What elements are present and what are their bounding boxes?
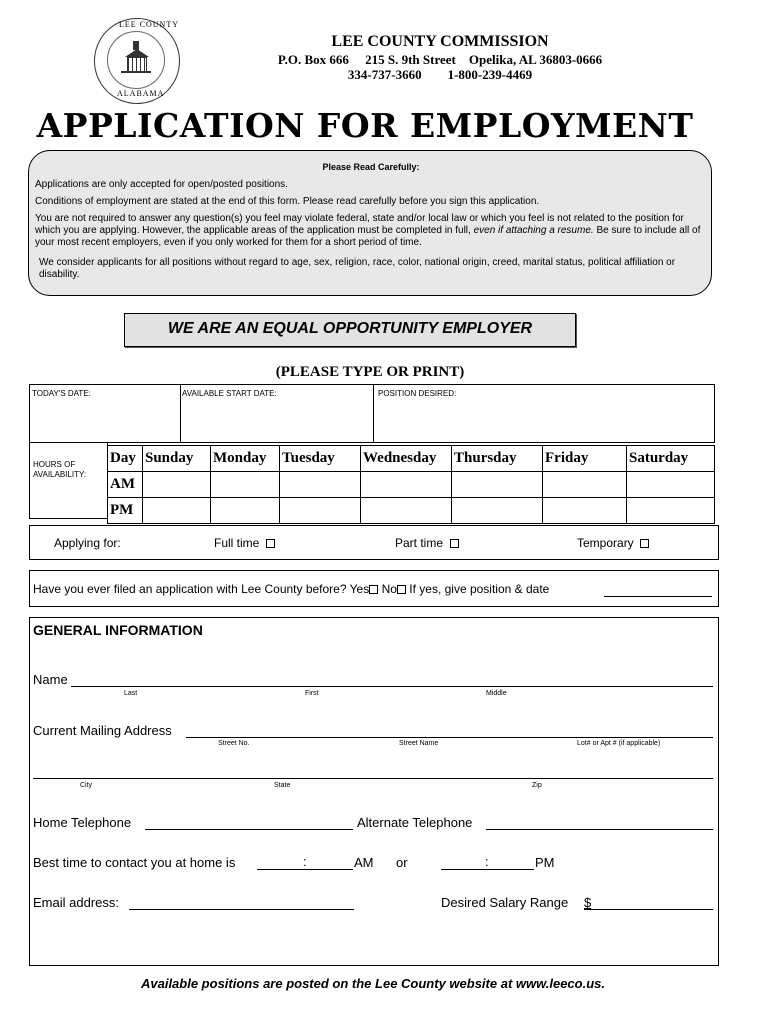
general-info-title: GENERAL INFORMATION (33, 622, 203, 638)
hours-col-wednesday: Wednesday (361, 446, 452, 472)
am-wednesday-cell[interactable] (361, 472, 452, 498)
am-thursday-cell[interactable] (452, 472, 543, 498)
hours-col-monday: Monday (211, 446, 280, 472)
county-seal-logo (94, 18, 180, 104)
pm-label: PM (108, 498, 143, 524)
notice-p3: You are not required to answer any question(s) you feel may violate federal, state and/or local law or which you feel is not related to the position for which you are applying. However, the applicable areas of the application must be completed in full, even if attaching a resume. Be sure to include all of your most recent employers, even if you only worked for them for a short period of time. (35, 213, 701, 248)
start-date-field[interactable]: AVAILABLE START DATE: (182, 389, 277, 398)
hours-pm-row (108, 498, 715, 524)
am-saturday-cell[interactable] (627, 472, 715, 498)
notice-heading: Please Read Carefully: (322, 162, 420, 172)
full-time-checkbox[interactable] (266, 539, 275, 548)
hours-col-saturday: Saturday (627, 446, 715, 472)
pm-monday-cell[interactable] (211, 498, 280, 524)
notice-box (28, 150, 712, 296)
pm-saturday-cell[interactable] (627, 498, 715, 524)
alt-tel-input[interactable] (486, 829, 713, 830)
best-time-pm-input[interactable] (441, 869, 534, 870)
prior-yes-checkbox[interactable] (369, 585, 378, 594)
prior-question: Have you ever filed an application with Lee County before? (33, 582, 347, 596)
part-time-checkbox[interactable] (450, 539, 459, 548)
pm-friday-cell[interactable] (543, 498, 627, 524)
part-time-option[interactable]: Part time (395, 536, 459, 550)
prior-no-checkbox[interactable] (397, 585, 406, 594)
hours-col-thursday: Thursday (452, 446, 543, 472)
zip-label: Zip (532, 782, 542, 789)
am-colon: : (303, 854, 307, 869)
or-label: or (396, 855, 408, 870)
city-label: City (80, 782, 93, 789)
hours-table (107, 445, 715, 524)
dollar-sign: $ (584, 895, 592, 910)
position-desired-field[interactable]: POSITION DESIRED: (378, 389, 457, 398)
am-label: AM (108, 472, 143, 498)
email-input[interactable] (129, 909, 354, 910)
pm-tuesday-cell[interactable] (280, 498, 361, 524)
last-label: Last (124, 690, 138, 697)
top-fields-box (29, 384, 715, 443)
am-tuesday-cell[interactable] (280, 472, 361, 498)
street-no-label: Street No. (218, 740, 250, 747)
notice-p1: Applications are only accepted for open/posted positions. (35, 179, 288, 190)
am-label-text: AM (354, 855, 374, 870)
email-label: Email address: (33, 895, 119, 910)
pm-label-text: PM (535, 855, 555, 870)
notice-p2: Conditions of employment are stated at the end of this form. Please read carefully before you sign this application. (35, 196, 540, 207)
name-input[interactable] (71, 686, 713, 687)
temporary-option[interactable]: Temporary (577, 536, 649, 550)
page-title: APPLICATION FOR EMPLOYMENT (36, 106, 694, 145)
best-time-am-input[interactable] (257, 869, 353, 870)
org-name: LEE COUNTY COMMISSION (331, 33, 549, 50)
hours-col-day: Day (108, 446, 143, 472)
hours-col-sunday: Sunday (143, 446, 211, 472)
pm-wednesday-cell[interactable] (361, 498, 452, 524)
general-info-box (29, 617, 719, 966)
address-city-input[interactable] (33, 778, 713, 779)
am-monday-cell[interactable] (211, 472, 280, 498)
hours-label-cell (29, 443, 108, 519)
org-phones: 334-737-3660 1-800-239-4469 (347, 67, 533, 82)
alt-tel-label: Alternate Telephone (357, 815, 473, 830)
temporary-checkbox[interactable] (640, 539, 649, 548)
home-tel-label: Home Telephone (33, 815, 132, 830)
address-street-input[interactable] (186, 737, 713, 738)
pm-thursday-cell[interactable] (452, 498, 543, 524)
todays-date-field[interactable]: TODAY'S DATE: (32, 389, 91, 398)
notice-p4: We consider applicants for all positions without regard to age, sex, religion, race, color, national origin, creed, marital status, political affiliation or disability. (39, 257, 676, 280)
address-label: Current Mailing Address (33, 723, 172, 738)
name-label: Name (33, 672, 68, 687)
best-time-label: Best time to contact you at home is (33, 855, 236, 870)
hours-am-row (108, 472, 715, 498)
am-sunday-cell[interactable] (143, 472, 211, 498)
hours-label: HOURS OF AVAILABILITY: (33, 460, 87, 479)
seal-top-text: LEE COUNTY (119, 20, 179, 29)
applying-label: Applying for: (54, 536, 121, 550)
middle-label: Middle (486, 690, 507, 697)
street-name-label: Street Name (399, 740, 439, 747)
prior-question-row: Have you ever filed an application with Lee County before? Yes No If yes, give position & date (33, 582, 550, 596)
seal-bottom-text: ALABAMA (117, 89, 165, 98)
footer-note: Available positions are posted on the Lee County website at www.leeco.us. (140, 976, 605, 991)
org-address: P.O. Box 666 215 S. 9th Street Opelika, AL 36803-0666 (277, 52, 603, 67)
salary-label: Desired Salary Range (441, 895, 569, 910)
state-label: State (274, 782, 291, 789)
full-time-option[interactable]: Full time (214, 536, 275, 550)
am-friday-cell[interactable] (543, 472, 627, 498)
print-instruction: (PLEASE TYPE OR PRINT) (275, 364, 465, 380)
hours-header-row (108, 446, 715, 472)
pm-colon: : (485, 854, 489, 869)
hours-col-friday: Friday (543, 446, 627, 472)
lot-label: Lot# or Apt # (if applicable) (577, 740, 661, 747)
salary-input[interactable] (584, 909, 713, 910)
hours-col-tuesday: Tuesday (280, 446, 361, 472)
first-label: First (305, 690, 319, 697)
prior-details-line[interactable] (604, 596, 712, 597)
pm-sunday-cell[interactable] (143, 498, 211, 524)
home-tel-input[interactable] (145, 829, 353, 830)
eeo-banner: WE ARE AN EQUAL OPPORTUNITY EMPLOYER (124, 313, 576, 347)
